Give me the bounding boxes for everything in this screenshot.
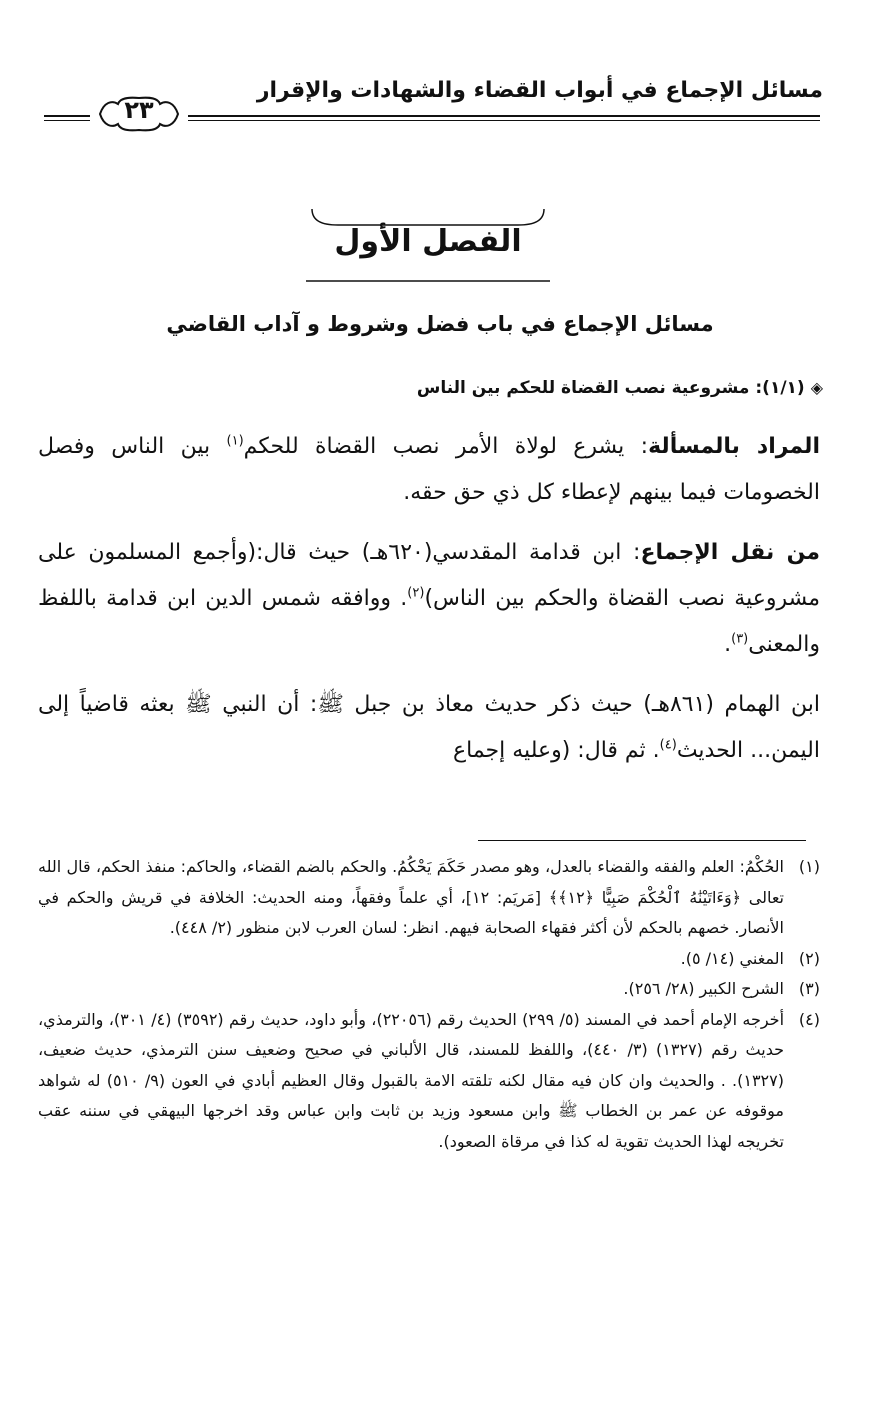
footnote-separator xyxy=(478,840,806,841)
issue-label: (١/١): مشروعية نصب القضاة للحكم بين الناس xyxy=(416,378,805,398)
footnote-number: (٤) xyxy=(798,1009,820,1029)
paragraph-text: . ووافقه شمس الدين ابن قدامة باللفظ والمعنى xyxy=(38,586,820,657)
paragraph-text: : يشرع لولاة الأمر نصب القضاة للحكم xyxy=(243,434,649,459)
issue-heading xyxy=(417,378,823,398)
paragraph-text: بين الناس وفصل الخصومات فيما بينهم لإعطاء كل ذي حق حقه. xyxy=(38,434,820,505)
paragraph-text: . xyxy=(724,632,732,657)
diamond-bullet-icon: ◈ xyxy=(810,378,823,397)
paragraph-ibn-alhumam xyxy=(38,682,820,774)
header-rule xyxy=(188,115,820,121)
footnote-text: الشرح الكبير (٢٨/ ٢٥٦). xyxy=(623,979,784,998)
footnote-ref[interactable]: (١) xyxy=(226,433,244,449)
footnote-text: المغني (١٤/ ٥). xyxy=(680,948,784,968)
footnote-number: (٣) xyxy=(798,979,820,998)
paragraph-consensus xyxy=(38,530,820,668)
running-title: مسائل الإجماع في أبواب القضاء والشهادات والإقرار xyxy=(256,78,823,103)
chapter-title: الفصل الأول xyxy=(334,224,522,259)
footnote-ref[interactable]: (٤) xyxy=(659,737,677,753)
footnote-ref[interactable]: (٣) xyxy=(731,631,749,647)
footnote-ref[interactable]: (٢) xyxy=(407,585,425,601)
section-title: مسائل الإجماع في باب فضل وشروط و آداب القاضي xyxy=(166,312,714,336)
footnote-item xyxy=(38,1005,820,1158)
paragraph-lead: المراد بالمسألة xyxy=(648,434,820,459)
footnote-item xyxy=(38,944,820,975)
paragraph-text: ابن الهمام (٨٦١هـ) حيث ذكر حديث معاذ بن جبل ﷺ: أن النبي ﷺ بعثه قاضياً إلى اليمن... الحديث xyxy=(38,692,820,763)
body-text xyxy=(38,424,820,788)
footnote-item xyxy=(38,974,820,1005)
footnotes xyxy=(38,852,820,1157)
paragraph-lead: من نقل الإجماع xyxy=(640,540,820,565)
paragraph-definition xyxy=(38,424,820,516)
paragraph-text: : ابن قدامة المقدسي(٦٢٠هـ) حيث قال:(وأجمع المسلمون على مشروعية نصب القضاة والحكم بين الناس) xyxy=(38,540,821,611)
header-rule-left xyxy=(44,115,90,121)
footnote-number: (١) xyxy=(798,857,820,876)
page-number: ٢٣ xyxy=(124,96,154,124)
paragraph-text: . ثم قال: (وعليه إجماع xyxy=(453,738,660,763)
footnote-text: أخرجه الإمام أحمد في المسند (٥/ ٢٩٩) الحديث رقم (٢٢٠٥٦)، وأبو داود، حديث رقم (٣٥٩٢) (٤/ ٣٠١)، والترمذي، حديث رقم (١٣٢٧) (٣/ ٤٤٠)، واللفظ للمسند، قال الألباني في صحيح وضعيف سنن الترمذي، حديث ضعيف، (١٣٢٧). . والحديث وان كان فيه مقال لكنه تلقته الامة بالقبول وقال العظيم أبادي في العون (٩/ ٥١٠) له شواهد موقوفه عن عمر بن الخطاب ﷺ وابن مسعود وزيد بن ثابت وابن عباس وقد اخرجها البيهقي في سننه عقب تخريجه لهذا الحديث تقوية له كذا في مرقاة الصعود). xyxy=(38,1009,785,1151)
footnote-number: (٢) xyxy=(798,948,820,968)
footnote-text: الحُكْمُ: العلم والفقه والقضاء بالعدل، وهو مصدر حَكَمَ يَحْكُمُ. والحكم بالضم القضاء، والحاكم: منفذ الحكم، قال الله تعالى ﴿وَءَاتَيْنَٰهُ ٱلْحُكْمَ صَبِيًّا ﴿١٢﴾﴾ [مَريَم: ١٢]، أي علماً وفقهاً، ومنه الحديث: الخلافة في قريش والحكم في الأنصار. خصهم بالحكم لأن أكثر فقهاء الصحابة فيهم. انظر: لسان العرب لابن منظور (٢/ ٤٤٨). xyxy=(38,857,784,937)
footnote-item xyxy=(38,852,820,944)
